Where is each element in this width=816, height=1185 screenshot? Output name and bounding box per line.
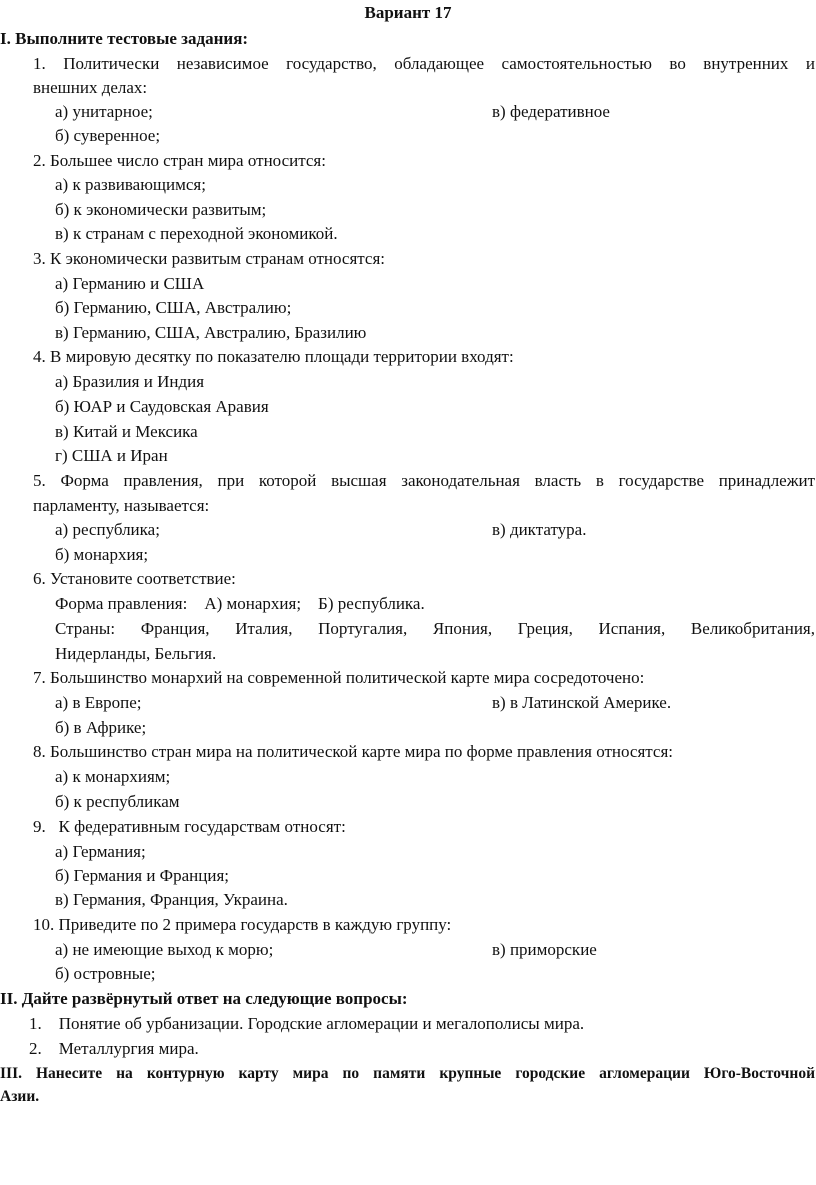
q6-countries-line1: Страны: Франция, Италия, Португалия, Япония, Греция, Испания, Великобритания, [55, 619, 815, 638]
q10-option-b: б) островные; [55, 964, 156, 983]
q1-option-b: б) суверенное; [55, 126, 161, 145]
q10-text: 10. Приведите по 2 примера государств в каждую группу: [33, 915, 452, 934]
q7-option-v: в) в Латинской Америке. [492, 693, 672, 712]
q6-forms: Форма правления: А) монархия; Б) республика. [55, 594, 425, 613]
section1-heading: I. Выполните тестовые задания: [0, 29, 249, 48]
q7-option-a: а) в Европе; [55, 693, 142, 712]
variant-title: Вариант 17 [364, 3, 452, 22]
q3-option-a: а) Германию и США [55, 274, 205, 293]
q9-option-v: в) Германия, Франция, Украина. [55, 890, 288, 909]
q5-option-a: а) республика; [55, 520, 160, 539]
q6-text: 6. Установите соответствие: [33, 569, 236, 588]
q6-countries-line2: Нидерланды, Бельгия. [55, 644, 217, 663]
q3-option-b: б) Германию, США, Австралию; [55, 298, 292, 317]
section3-line2: Азии. [0, 1088, 40, 1105]
q9-option-a: а) Германия; [55, 842, 146, 861]
q9-option-b: б) Германия и Франция; [55, 866, 229, 885]
q8-option-a: а) к монархиям; [55, 767, 171, 786]
q5-option-b: б) монархия; [55, 545, 149, 564]
q2-option-a: а) к развивающимся; [55, 175, 206, 194]
q8-text: 8. Большинство стран мира на политической карте мира по форме правления относятся: [33, 742, 674, 761]
q2-text: 2. Большее число стран мира относится: [33, 151, 326, 170]
q5-text-line2: парламенту, называется: [33, 496, 210, 515]
q9-text: 9. К федеративным государствам относят: [33, 817, 346, 836]
q4-option-v: в) Китай и Мексика [55, 422, 198, 441]
q2-option-b: б) к экономически развитым; [55, 200, 267, 219]
q1-option-v: в) федеративное [492, 102, 610, 121]
section2-item-1: 1. Понятие об урбанизации. Городские агломерации и мегалополисы мира. [29, 1014, 585, 1033]
q4-text: 4. В мировую десятку по показателю площади территории входят: [33, 347, 514, 366]
q7-text: 7. Большинство монархий на современной политической карте мира сосредоточено: [33, 668, 645, 687]
q3-text: 3. К экономически развитым странам относятся: [33, 249, 386, 268]
q10-option-a: а) не имеющие выход к морю; [55, 940, 274, 959]
q8-option-b: б) к республикам [55, 792, 180, 811]
section2-item-2: 2. Металлургия мира. [29, 1039, 199, 1058]
q1-text-line2: внешних делах: [33, 78, 148, 97]
q5-text-line1: 5. Форма правления, при которой высшая законодательная власть в государстве принадлежит [33, 471, 815, 490]
q4-option-b: б) ЮАР и Саудовская Аравия [55, 397, 269, 416]
section2-heading: II. Дайте развёрнутый ответ на следующие вопросы: [0, 989, 408, 1008]
q4-option-a: а) Бразилия и Индия [55, 372, 205, 391]
q7-option-b: б) в Африке; [55, 718, 147, 737]
q10-option-v: в) приморские [492, 940, 597, 959]
q3-option-v: в) Германию, США, Австралию, Бразилию [55, 323, 367, 342]
q2-option-v: в) к странам с переходной экономикой. [55, 224, 338, 243]
q5-option-v: в) диктатура. [492, 520, 587, 539]
q1-option-a: а) унитарное; [55, 102, 153, 121]
section3-line1: III. Нанесите на контурную карту мира по памяти крупные городские агломерации Юго-Восточной [0, 1065, 815, 1082]
q1-text-line1: 1. Политически независимое государство, обладающее самостоятельностью во внутренних и [33, 54, 815, 73]
q4-option-g: г) США и Иран [55, 446, 168, 465]
